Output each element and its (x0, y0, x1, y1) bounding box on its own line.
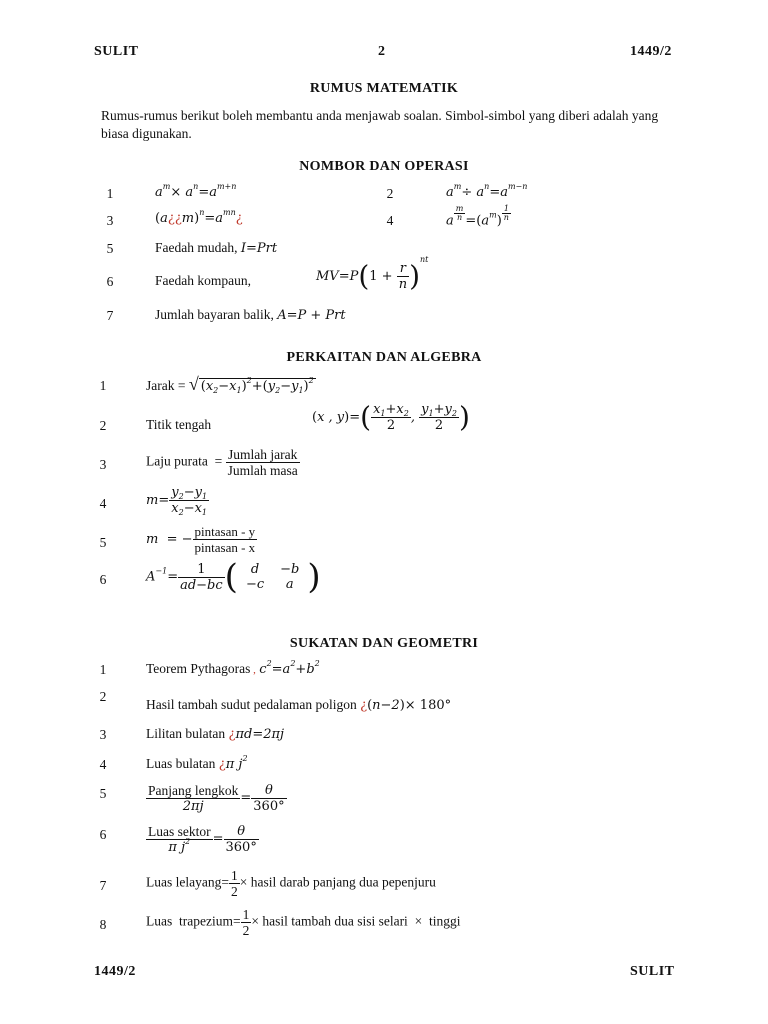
item-number: 1 (106, 186, 114, 201)
item-number: 6 (106, 274, 114, 289)
section-heading-sukatan: SUKATAN DAN GEOMETRI (289, 636, 479, 651)
item-number: 4 (99, 496, 107, 511)
fraction-numerator: Luas sektor (148, 824, 211, 839)
formula-label: Hasil tambah sudut pedalaman poligon (146, 697, 357, 712)
fraction-denominator: Jumlah masa (227, 463, 298, 478)
item-number: 4 (386, 213, 394, 228)
fraction-numerator: Jumlah jarak (226, 447, 300, 463)
item-number: 3 (106, 213, 114, 228)
formula-label: Teorem Pythagoras (146, 661, 251, 676)
item-number: 2 (99, 689, 107, 704)
formula-label: Jumlah bayaran balik, (155, 307, 274, 322)
formula-label: Lilitan bulatan (146, 726, 226, 741)
formula-circumference: Lilitan bulatan ¿πd=2πj (146, 726, 285, 742)
formula-total-repayment: Jumlah bayaran balik, A=P + Prt (155, 307, 346, 323)
item-number: 3 (99, 457, 107, 472)
header-left: SULIT (94, 44, 139, 59)
section-heading-perkaitan: PERKAITAN DAN ALGEBRA (286, 350, 482, 365)
section-heading-nombor: NOMBOR DAN OPERASI (299, 159, 469, 174)
formula-midpoint-label: Titik tengah (146, 417, 212, 432)
footer-left: 1449/2 (94, 964, 136, 979)
formula-distance: Jarak = √ $(x_2-x_1)^2+(y_2-y_1)^2$ (146, 374, 314, 395)
item-number: 2 (99, 418, 107, 433)
formula-text: hasil darab panjang dua pepenjuru (250, 874, 436, 890)
item-number: 1 (99, 378, 107, 393)
formula-pythagoras: Teorem Pythagoras , $c^2=a^2+b^2$ (146, 659, 320, 677)
formula-label: Luas bulatan (146, 756, 216, 771)
formula-inverse-matrix: $A^{-1}=$ $\frac{1}{ad-bc}$ ( d −b −c a ) (146, 557, 321, 597)
formula-label: Faedah mudah, (155, 240, 238, 255)
formula-label: Luas trapezium (146, 913, 233, 929)
formula-arc-length: $\frac{\text{Panjang lengkok}}{2\pi j}$ = $\frac{\theta}{360^\circ}$ (148, 783, 285, 814)
item-number: 3 (99, 727, 107, 742)
formula-text: hasil tambah dua sisi selari (262, 913, 408, 929)
formula-average-speed: Laju purata = $\frac{\text{Jumlah jarak}}{\text{Jumlah masa}}$ (146, 447, 298, 478)
item-number: 7 (99, 878, 107, 893)
formula-sector-area: $\frac{\text{Luas sektor}}{\pi j^2}$ = $\frac{\theta}{360^\circ}$ (148, 824, 257, 855)
formula-compound-interest: MV=P(1 + $\frac{r}{n}$ )$^{nt}$ (316, 255, 429, 293)
formula-compound-label: Faedah kompaun, (155, 273, 251, 288)
item-number: 2 (386, 186, 394, 201)
page-number: 2 (378, 44, 386, 59)
formula-gradient: m= $\frac{y_2-y_1}{x_2-x_1}$ (146, 485, 208, 517)
formula-index-multiply: $a^m\times a^n=a^{m+n}$ (155, 182, 237, 200)
fraction-denominator: pintasan - x (194, 540, 256, 555)
item-number: 4 (99, 757, 107, 772)
item-number: 5 (99, 535, 107, 550)
fraction-numerator: Panjang lengkok (148, 783, 239, 798)
formula-midpoint: (x , y)=( $\frac{x_1+x_2}{2}$ , $\frac{y_1+y_2}{2}$ ) (312, 400, 470, 434)
formula-gradient-intercept: m = − $\frac{\text{pintasan - y}}{\text{pintasan - x}}$ (146, 524, 256, 555)
formula-kite-area: Luas lelayang= $\frac{1}{2}$ × hasil darab panjang dua pepenjuru (146, 868, 436, 899)
formula-index-fraction: a $^{\frac{m}{n}}$ $=(a^m)$ $^{\frac{1}{n}}$ (446, 204, 509, 229)
item-number: 7 (106, 308, 114, 323)
item-number: 5 (99, 786, 107, 801)
formula-index-power: $(a¿¿m)^n=a^{mn}¿$ (155, 208, 243, 226)
header-right: 1449/2 (630, 44, 672, 59)
page-title: RUMUS MATEMATIK (309, 81, 459, 96)
formula-circle-area: Luas bulatan ¿π $j^2$ (146, 754, 248, 772)
item-number: 6 (99, 827, 107, 842)
footer-right: SULIT (630, 964, 675, 979)
formula-simple-interest: Faedah mudah, I=Prt (155, 240, 278, 256)
fraction-numerator: pintasan - y (194, 524, 256, 539)
item-number: 1 (99, 662, 107, 677)
item-number: 6 (99, 572, 107, 587)
formula-trapezium-area: Luas trapezium= $\frac{1}{2}$ × hasil tambah dua sisi selari × tinggi (146, 907, 461, 938)
formula-label: Jarak (146, 378, 175, 393)
item-number: 8 (99, 917, 107, 932)
formula-text-tail: tinggi (428, 913, 461, 929)
formula-polygon-angles: Hasil tambah sudut pedalaman poligon ¿(n−2)× 180° (146, 697, 452, 713)
intro-text: Rumus-rumus berikut boleh membantu anda menjawab soalan. Simbol-simbol yang diberi adalah yang biasa digunakan. (101, 108, 659, 141)
formula-index-divide: $a^m\div a^n=a^{m-n}$ (446, 182, 528, 200)
formula-label: Luas lelayang (146, 874, 222, 890)
formula-label: Laju purata (146, 453, 208, 469)
item-number: 5 (106, 241, 114, 256)
